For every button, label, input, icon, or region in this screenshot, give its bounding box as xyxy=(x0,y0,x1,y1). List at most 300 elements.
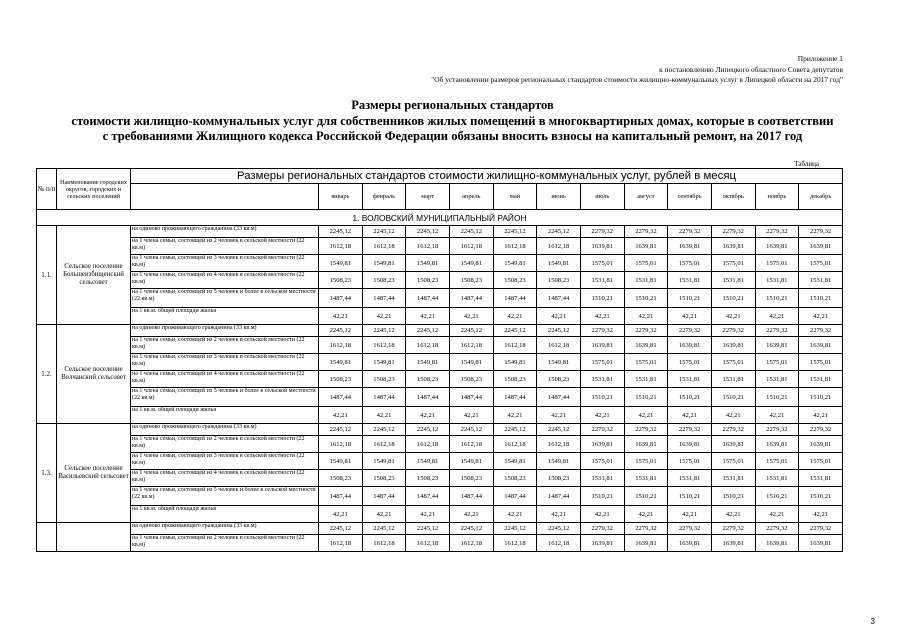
appendix-line-2: к постановлению Липецкого областного Совета депутатов xyxy=(659,64,843,74)
table-row xyxy=(37,424,843,436)
value-cell: 2245,12 xyxy=(319,523,363,535)
title-line-1: Размеры региональных стандартов xyxy=(351,98,554,112)
value-cell: 42,21 xyxy=(580,506,624,523)
settlement-name: Сельское поселение Большеизбищенский сельсовет xyxy=(57,226,131,325)
value-cell: 1575,01 xyxy=(799,453,843,470)
table-row xyxy=(37,226,843,238)
value-cell: 2279,32 xyxy=(711,424,755,436)
value-cell: 1639,81 xyxy=(799,535,843,552)
value-cell: 2279,32 xyxy=(755,325,799,337)
value-cell: 2245,12 xyxy=(449,226,493,238)
value-cell: 1612,18 xyxy=(406,436,450,453)
value-cell: 1508,23 xyxy=(537,470,581,487)
category-label: на 1 кв.м. общей площади жилья xyxy=(131,308,319,325)
category-label: на 1 члена семьи, состоящей из 4 человек в сельской местности (22 кв.м) xyxy=(131,470,319,487)
value-cell: 1639,81 xyxy=(624,535,668,552)
value-cell: 42,21 xyxy=(449,407,493,424)
table-row xyxy=(37,354,843,371)
header-month: декабрь xyxy=(799,184,843,210)
value-cell: 1487,44 xyxy=(406,388,450,407)
value-cell: 1508,23 xyxy=(449,272,493,289)
table-row xyxy=(37,407,843,424)
value-cell: 2245,12 xyxy=(406,226,450,238)
value-cell: 42,21 xyxy=(406,506,450,523)
value-cell: 2279,32 xyxy=(668,325,712,337)
value-cell: 1612,18 xyxy=(537,436,581,453)
value-cell: 2279,32 xyxy=(755,523,799,535)
value-cell: 2245,12 xyxy=(537,226,581,238)
table-row xyxy=(37,388,843,407)
value-cell: 1639,81 xyxy=(580,436,624,453)
value-cell: 1487,44 xyxy=(493,388,537,407)
value-cell: 1549,81 xyxy=(449,453,493,470)
appendix-line-3: "Об установлении размеров региональных стандартов стоимости жилищно-коммунальных услуг в Липецкой области на 2017 год" xyxy=(431,75,843,84)
value-cell: 2245,12 xyxy=(537,424,581,436)
value-cell: 2279,32 xyxy=(624,523,668,535)
value-cell: 1639,81 xyxy=(668,436,712,453)
category-label: на 1 члена семьи, состоящей из 2 человек в сельской местности (22 кв.м) xyxy=(131,436,319,453)
value-cell: 42,21 xyxy=(406,308,450,325)
header-month: сентябрь xyxy=(668,184,712,210)
category-label: на 1 члена семьи, состоящей из 3 человек в сельской местности (22 кв.м) xyxy=(131,453,319,470)
value-cell: 1549,81 xyxy=(537,354,581,371)
value-cell: 1575,01 xyxy=(711,354,755,371)
category-label: на 1 члена семьи, состоящей из 5 человек и более в сельской местности (22 кв.м) xyxy=(131,388,319,407)
table-row xyxy=(37,535,843,552)
value-cell: 1487,44 xyxy=(537,388,581,407)
value-cell: 1531,81 xyxy=(580,272,624,289)
category-label: на 1 члена семьи, состоящей из 2 человек в сельской местности (22 кв.м) xyxy=(131,238,319,255)
value-cell: 1510,21 xyxy=(624,289,668,308)
value-cell: 1510,21 xyxy=(755,487,799,506)
settlement-index: 1.3. xyxy=(37,424,57,523)
value-cell: 1508,23 xyxy=(362,371,406,388)
value-cell: 1575,01 xyxy=(755,354,799,371)
settlement-name: Сельское поселение Волчанский сельсовет xyxy=(57,325,131,424)
table-row xyxy=(37,272,843,289)
table-row xyxy=(37,289,843,308)
value-cell: 1508,23 xyxy=(493,272,537,289)
value-cell: 1487,44 xyxy=(537,487,581,506)
value-cell: 2279,32 xyxy=(668,424,712,436)
value-cell: 1575,01 xyxy=(711,453,755,470)
value-cell: 2279,32 xyxy=(799,226,843,238)
value-cell: 42,21 xyxy=(319,506,363,523)
value-cell: 1639,81 xyxy=(624,436,668,453)
category-label: на 1 члена семьи, состоящей из 5 человек и более в сельской местности (22 кв.м) xyxy=(131,289,319,308)
value-cell: 2245,12 xyxy=(406,424,450,436)
value-cell: 1575,01 xyxy=(580,354,624,371)
value-cell: 1575,01 xyxy=(580,453,624,470)
value-cell: 1508,23 xyxy=(449,371,493,388)
value-cell: 1531,81 xyxy=(799,272,843,289)
header-month: ноябрь xyxy=(755,184,799,210)
value-cell: 2245,12 xyxy=(493,325,537,337)
value-cell: 1510,21 xyxy=(799,289,843,308)
value-cell: 2245,12 xyxy=(537,325,581,337)
value-cell: 1639,81 xyxy=(799,436,843,453)
table-row xyxy=(37,436,843,453)
value-cell: 2245,12 xyxy=(449,424,493,436)
value-cell: 42,21 xyxy=(493,407,537,424)
value-cell: 2279,32 xyxy=(799,523,843,535)
value-cell: 1487,44 xyxy=(449,487,493,506)
value-cell: 1531,81 xyxy=(711,371,755,388)
settlement-index: 1.2. xyxy=(37,325,57,424)
value-cell: 1639,81 xyxy=(711,238,755,255)
value-cell: 2279,32 xyxy=(668,523,712,535)
value-cell: 1612,18 xyxy=(449,238,493,255)
value-cell: 2279,32 xyxy=(580,325,624,337)
value-cell: 1510,21 xyxy=(580,289,624,308)
value-cell: 1531,81 xyxy=(580,371,624,388)
value-cell: 1487,44 xyxy=(537,289,581,308)
value-cell: 1639,81 xyxy=(755,238,799,255)
value-cell: 1510,21 xyxy=(580,487,624,506)
value-cell: 1510,21 xyxy=(711,289,755,308)
value-cell: 1639,81 xyxy=(711,436,755,453)
value-cell: 1510,21 xyxy=(799,487,843,506)
value-cell: 1531,81 xyxy=(755,272,799,289)
value-cell: 2245,12 xyxy=(537,523,581,535)
value-cell: 1531,81 xyxy=(755,371,799,388)
value-cell: 1531,81 xyxy=(799,371,843,388)
category-label: на 1 члена семьи, состоящей из 2 человек в сельской местности (22 кв.м) xyxy=(131,535,319,552)
settlement-index xyxy=(37,523,57,552)
value-cell: 1508,23 xyxy=(406,371,450,388)
value-cell: 1531,81 xyxy=(799,470,843,487)
table-row xyxy=(37,255,843,272)
value-cell: 2245,12 xyxy=(406,523,450,535)
value-cell: 42,21 xyxy=(799,308,843,325)
table-row xyxy=(37,523,843,535)
appendix-line-1: Приложение 1 xyxy=(797,54,843,63)
header-month: январь xyxy=(319,184,363,210)
value-cell: 1612,18 xyxy=(319,337,363,354)
value-cell: 1612,18 xyxy=(537,337,581,354)
header-category-blank xyxy=(131,184,319,210)
value-cell: 1575,01 xyxy=(580,255,624,272)
value-cell: 1531,81 xyxy=(755,470,799,487)
value-cell: 42,21 xyxy=(711,308,755,325)
value-cell: 42,21 xyxy=(493,308,537,325)
value-cell: 42,21 xyxy=(580,407,624,424)
header-month: апрель xyxy=(449,184,493,210)
value-cell: 42,21 xyxy=(799,407,843,424)
value-cell: 42,21 xyxy=(449,308,493,325)
value-cell: 1612,18 xyxy=(537,535,581,552)
title-line-2: стоимости жилищно-коммунальных услуг для собственников жилых помещений в многоквартирных домах, которые в соответствии xyxy=(71,113,834,128)
value-cell: 1612,18 xyxy=(537,238,581,255)
value-cell: 42,21 xyxy=(537,308,581,325)
value-cell: 1639,81 xyxy=(624,337,668,354)
value-cell: 2245,12 xyxy=(362,523,406,535)
value-cell: 1487,44 xyxy=(362,487,406,506)
category-label: на 1 члена семьи, состоящей из 2 человек в сельской местности (22 кв.м) xyxy=(131,337,319,354)
value-cell: 1639,81 xyxy=(755,535,799,552)
header-num: № п/п xyxy=(37,169,57,210)
value-cell: 1549,81 xyxy=(493,354,537,371)
value-cell: 1549,81 xyxy=(537,453,581,470)
value-cell: 1508,23 xyxy=(537,272,581,289)
value-cell: 1510,21 xyxy=(668,388,712,407)
value-cell: 1508,23 xyxy=(537,371,581,388)
value-cell: 1639,81 xyxy=(668,337,712,354)
value-cell: 2245,12 xyxy=(493,424,537,436)
value-cell: 1549,81 xyxy=(362,354,406,371)
settlement-index: 1.1. xyxy=(37,226,57,325)
value-cell: 1639,81 xyxy=(755,436,799,453)
value-cell: 2279,32 xyxy=(755,226,799,238)
value-cell: 1487,44 xyxy=(449,388,493,407)
value-cell: 1549,81 xyxy=(319,453,363,470)
value-cell: 2245,12 xyxy=(449,523,493,535)
value-cell: 1508,23 xyxy=(362,272,406,289)
value-cell: 1575,01 xyxy=(668,354,712,371)
value-cell: 1575,01 xyxy=(711,255,755,272)
value-cell: 42,21 xyxy=(493,506,537,523)
value-cell: 2245,12 xyxy=(319,424,363,436)
category-label: на одиноко проживающего гражданина (33 кв.м) xyxy=(131,325,319,337)
value-cell: 2279,32 xyxy=(799,325,843,337)
value-cell: 1612,18 xyxy=(362,238,406,255)
settlement-name: Сельское поселение Васильевский сельсовет xyxy=(57,424,131,523)
header-month: февраль xyxy=(362,184,406,210)
value-cell: 1639,81 xyxy=(580,238,624,255)
value-cell: 1575,01 xyxy=(799,354,843,371)
value-cell: 1612,18 xyxy=(449,337,493,354)
value-cell: 2279,32 xyxy=(711,523,755,535)
value-cell: 1549,81 xyxy=(406,255,450,272)
value-cell: 1508,23 xyxy=(362,470,406,487)
value-cell: 1510,21 xyxy=(755,388,799,407)
value-cell: 1575,01 xyxy=(668,255,712,272)
value-cell: 1510,21 xyxy=(624,487,668,506)
header-month: май xyxy=(493,184,537,210)
value-cell: 42,21 xyxy=(755,506,799,523)
value-cell: 1508,23 xyxy=(493,470,537,487)
value-cell: 1612,18 xyxy=(319,535,363,552)
value-cell: 1549,81 xyxy=(493,255,537,272)
value-cell: 42,21 xyxy=(755,407,799,424)
value-cell: 1549,81 xyxy=(319,354,363,371)
value-cell: 1487,44 xyxy=(406,289,450,308)
value-cell: 42,21 xyxy=(580,308,624,325)
value-cell: 1510,21 xyxy=(580,388,624,407)
document-title xyxy=(20,98,885,145)
value-cell: 2245,12 xyxy=(493,226,537,238)
value-cell: 1612,18 xyxy=(319,436,363,453)
value-cell: 1639,81 xyxy=(624,238,668,255)
value-cell: 2279,32 xyxy=(624,424,668,436)
value-cell: 1612,18 xyxy=(319,238,363,255)
header-name: Наименование городских округов, городских и сельских поселений xyxy=(57,169,131,210)
value-cell: 1575,01 xyxy=(799,255,843,272)
value-cell: 2245,12 xyxy=(406,325,450,337)
header-main: Размеры региональных стандартов стоимости жилищно-коммунальных услуг, рублей в месяц xyxy=(131,169,843,184)
value-cell: 1510,21 xyxy=(755,289,799,308)
value-cell: 1487,44 xyxy=(319,388,363,407)
value-cell: 1612,18 xyxy=(493,436,537,453)
value-cell: 1487,44 xyxy=(362,289,406,308)
value-cell: 1575,01 xyxy=(668,453,712,470)
category-label: на 1 члена семьи, состоящей из 3 человек в сельской местности (22 кв.м) xyxy=(131,354,319,371)
value-cell: 1531,81 xyxy=(624,272,668,289)
value-cell: 42,21 xyxy=(799,506,843,523)
value-cell: 42,21 xyxy=(668,407,712,424)
value-cell: 1612,18 xyxy=(362,535,406,552)
value-cell: 1612,18 xyxy=(362,436,406,453)
header-month: июнь xyxy=(537,184,581,210)
value-cell: 1612,18 xyxy=(493,238,537,255)
value-cell: 42,21 xyxy=(449,506,493,523)
value-cell: 2279,32 xyxy=(711,226,755,238)
value-cell: 1508,23 xyxy=(319,470,363,487)
value-cell: 1510,21 xyxy=(799,388,843,407)
value-cell: 1510,21 xyxy=(668,487,712,506)
value-cell: 42,21 xyxy=(537,506,581,523)
value-cell: 1549,81 xyxy=(493,453,537,470)
value-cell: 1531,81 xyxy=(580,470,624,487)
value-cell: 1639,81 xyxy=(580,337,624,354)
value-cell: 1639,81 xyxy=(755,337,799,354)
table-row xyxy=(37,506,843,523)
header-month: август xyxy=(624,184,668,210)
value-cell: 42,21 xyxy=(711,407,755,424)
value-cell: 42,21 xyxy=(319,308,363,325)
value-cell: 1508,23 xyxy=(319,371,363,388)
settlement-name xyxy=(57,523,131,552)
value-cell: 2279,32 xyxy=(668,226,712,238)
value-cell: 1612,18 xyxy=(362,337,406,354)
header-month: октябрь xyxy=(711,184,755,210)
value-cell: 1531,81 xyxy=(624,470,668,487)
value-cell: 2279,32 xyxy=(580,424,624,436)
value-cell: 1612,18 xyxy=(493,535,537,552)
table-row xyxy=(37,453,843,470)
value-cell: 42,21 xyxy=(624,407,668,424)
table-row xyxy=(37,308,843,325)
value-cell: 2245,12 xyxy=(319,226,363,238)
value-cell: 42,21 xyxy=(755,308,799,325)
value-cell: 1487,44 xyxy=(493,487,537,506)
value-cell: 1487,44 xyxy=(449,289,493,308)
category-label: на одиноко проживающего гражданина (33 кв.м) xyxy=(131,424,319,436)
value-cell: 1487,44 xyxy=(362,388,406,407)
category-label: на одиноко проживающего гражданина (33 кв.м) xyxy=(131,226,319,238)
category-label: на 1 члена семьи, состоящей из 3 человек в сельской местности (22 кв.м) xyxy=(131,255,319,272)
value-cell: 2279,32 xyxy=(799,424,843,436)
category-label: на 1 члена семьи, состоящей из 5 человек и более в сельской местности (22 кв.м) xyxy=(131,487,319,506)
value-cell: 1549,81 xyxy=(449,255,493,272)
value-cell: 1508,23 xyxy=(406,470,450,487)
table-row xyxy=(37,337,843,354)
value-cell: 1549,81 xyxy=(362,453,406,470)
value-cell: 42,21 xyxy=(624,308,668,325)
value-cell: 1549,81 xyxy=(406,453,450,470)
value-cell: 1575,01 xyxy=(755,453,799,470)
value-cell: 1531,81 xyxy=(668,272,712,289)
value-cell: 1508,23 xyxy=(493,371,537,388)
value-cell: 1612,18 xyxy=(449,535,493,552)
value-cell: 2279,32 xyxy=(755,424,799,436)
value-cell: 1639,81 xyxy=(668,238,712,255)
value-cell: 42,21 xyxy=(362,308,406,325)
category-label: на 1 члена семьи, состоящей из 4 человек в сельской местности (22 кв.м) xyxy=(131,371,319,388)
value-cell: 1531,81 xyxy=(711,272,755,289)
header-month: июль xyxy=(580,184,624,210)
value-cell: 1639,81 xyxy=(799,238,843,255)
table-label: Таблица xyxy=(794,160,819,168)
value-cell: 42,21 xyxy=(406,407,450,424)
value-cell: 1575,01 xyxy=(624,354,668,371)
table-row xyxy=(37,487,843,506)
table-row xyxy=(37,371,843,388)
value-cell: 1487,44 xyxy=(406,487,450,506)
value-cell: 1639,81 xyxy=(711,535,755,552)
value-cell: 1487,44 xyxy=(319,487,363,506)
value-cell: 1510,21 xyxy=(711,487,755,506)
value-cell: 1612,18 xyxy=(406,535,450,552)
value-cell: 42,21 xyxy=(624,506,668,523)
value-cell: 1639,81 xyxy=(799,337,843,354)
value-cell: 1508,23 xyxy=(449,470,493,487)
value-cell: 1612,18 xyxy=(493,337,537,354)
table-row xyxy=(37,325,843,337)
value-cell: 1549,81 xyxy=(406,354,450,371)
value-cell: 42,21 xyxy=(362,407,406,424)
value-cell: 1639,81 xyxy=(711,337,755,354)
value-cell: 2245,12 xyxy=(362,424,406,436)
region-header: 1. ВОЛОВСКИЙ МУНИЦИПАЛЬНЫЙ РАЙОН xyxy=(37,210,843,226)
category-label: на одиноко проживающего гражданина (33 кв.м) xyxy=(131,523,319,535)
category-label: на 1 кв.м. общей площади жилья xyxy=(131,407,319,424)
value-cell: 2245,12 xyxy=(362,226,406,238)
value-cell: 2279,32 xyxy=(624,226,668,238)
header-month: март xyxy=(406,184,450,210)
value-cell: 42,21 xyxy=(362,506,406,523)
value-cell: 1575,01 xyxy=(624,453,668,470)
value-cell: 42,21 xyxy=(711,506,755,523)
value-cell: 1510,21 xyxy=(624,388,668,407)
value-cell: 1531,81 xyxy=(668,470,712,487)
value-cell: 1612,18 xyxy=(406,337,450,354)
value-cell: 1531,81 xyxy=(711,470,755,487)
value-cell: 42,21 xyxy=(319,407,363,424)
category-label: на 1 кв.м. общей площади жилья xyxy=(131,506,319,523)
value-cell: 1575,01 xyxy=(755,255,799,272)
value-cell: 2245,12 xyxy=(449,325,493,337)
page-number: 3 xyxy=(870,617,875,626)
value-cell: 42,21 xyxy=(537,407,581,424)
value-cell: 2245,12 xyxy=(493,523,537,535)
value-cell: 2245,12 xyxy=(319,325,363,337)
standards-table xyxy=(36,168,843,552)
value-cell: 1612,18 xyxy=(406,238,450,255)
table-row xyxy=(37,238,843,255)
value-cell: 1531,81 xyxy=(624,371,668,388)
value-cell: 1549,81 xyxy=(449,354,493,371)
value-cell: 2279,32 xyxy=(624,325,668,337)
value-cell: 1575,01 xyxy=(624,255,668,272)
value-cell: 1510,21 xyxy=(668,289,712,308)
value-cell: 2279,32 xyxy=(580,523,624,535)
value-cell: 1487,44 xyxy=(493,289,537,308)
value-cell: 2279,32 xyxy=(580,226,624,238)
value-cell: 1639,81 xyxy=(668,535,712,552)
value-cell: 1549,81 xyxy=(362,255,406,272)
category-label: на 1 члена семьи, состоящей из 4 человек в сельской местности (22 кв.м) xyxy=(131,272,319,289)
